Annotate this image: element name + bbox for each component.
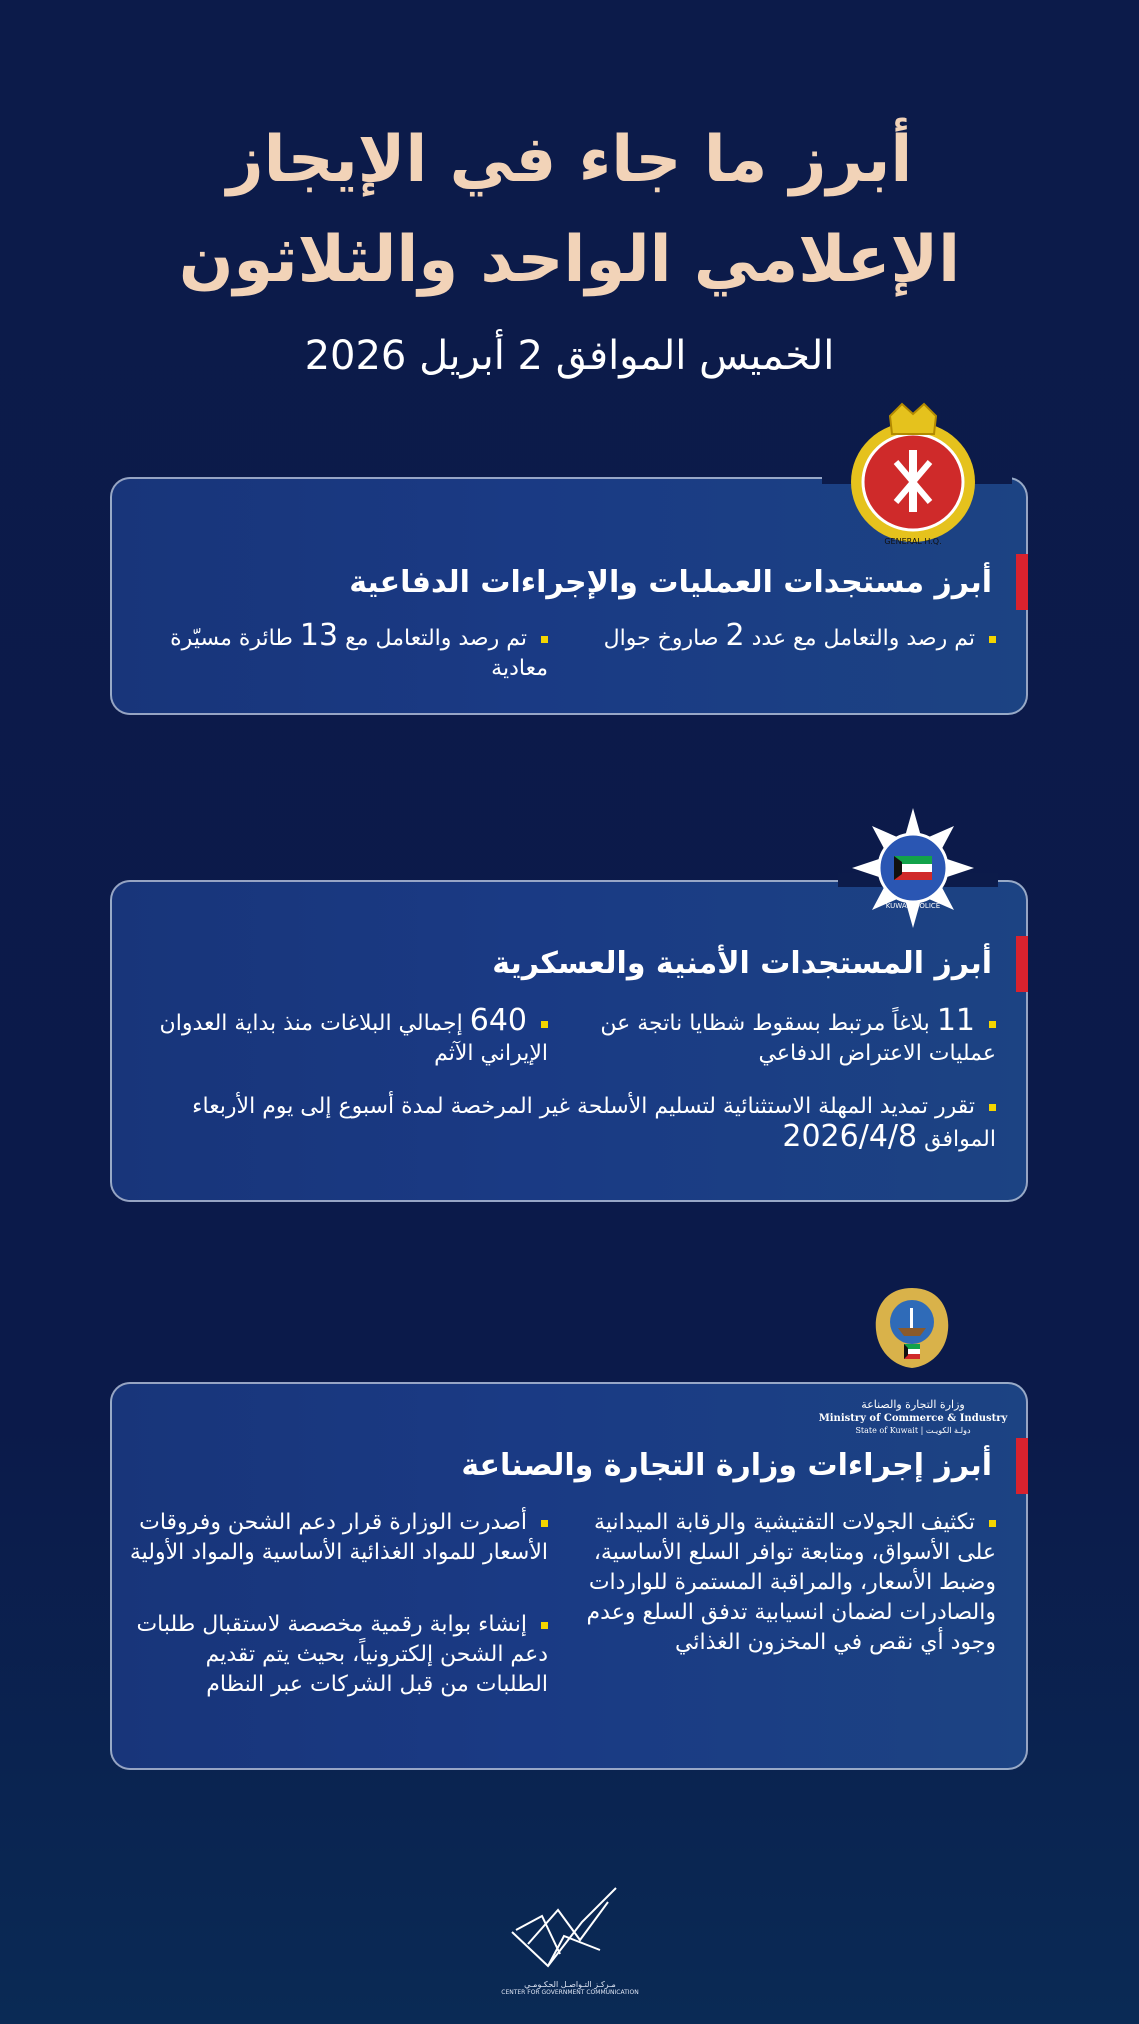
page-title-line-1: أبرز ما جاء في الإيجاز — [226, 123, 913, 197]
bullet-icon — [541, 1021, 548, 1028]
bullet-icon — [989, 1520, 996, 1527]
commerce-industry-card — [110, 1382, 1028, 1770]
kuwait-police-emblem-icon — [842, 800, 984, 936]
bullet-icon — [541, 1622, 548, 1629]
bullet-icon — [989, 1021, 996, 1028]
list-item: تقرر تمديد المهلة الاستثنائية لتسليم الأسلحة غير المرخصة لمدة أسبوع إلى يوم الأربعاء الموافق 2026/4/8 — [192, 1094, 996, 1154]
list-item: تم رصد والتعامل مع 13 طائرة مسيّرة معادية — [170, 618, 548, 681]
section-accent-bar — [1016, 1438, 1028, 1494]
list-item: 640 إجمالي البلاغات منذ بداية العدوان الإيراني الآثم — [159, 1003, 548, 1066]
bullet-icon — [989, 636, 996, 643]
page-title-line-2: الإعلامي الواحد والثلاثون — [178, 223, 961, 297]
card-title: أبرز مستجدات العمليات والإجراءات الدفاعية — [349, 565, 992, 600]
bullet-icon — [989, 1104, 996, 1111]
ministry-logo-text: وزارة التجارة والصناعة Ministry of Commerce & Industry State of Kuwait | دولـة الكويـت — [818, 1398, 1008, 1435]
section-accent-bar — [1016, 936, 1028, 992]
footer-logo-text: مـركـز التـواصـل الحكـومـي CENTER FOR GOVERNMENT COMMUNICATION — [501, 1980, 639, 1996]
svg-text:KUWAIT POLICE: KUWAIT POLICE — [885, 902, 941, 910]
list-item: تم رصد والتعامل مع عدد 2 صاروخ جوال — [576, 621, 996, 654]
list-item: 11 بلاغاً مرتبط بسقوط شظايا ناتجة عن عمليات الاعتراض الدفاعي — [600, 1003, 996, 1066]
date-subtitle: الخميس الموافق 2 أبريل 2026 — [304, 333, 835, 379]
bullet-icon — [541, 636, 548, 643]
general-hq-emblem-icon — [846, 402, 980, 550]
kuwait-state-emblem-icon — [870, 1282, 954, 1374]
government-communication-logo-icon — [508, 1880, 632, 1976]
card-title: أبرز المستجدات الأمنية والعسكرية — [492, 946, 992, 981]
list-item: إنشاء بوابة رقمية مخصصة لاستقبال طلبات دعم الشحن إلكترونياً، بحيث يتم تقديم الطلبات من قبل الشركات عبر النظام — [136, 1612, 548, 1697]
bullet-icon — [541, 1520, 548, 1527]
section-accent-bar — [1016, 554, 1028, 610]
card-title: أبرز إجراءات وزارة التجارة والصناعة — [461, 1448, 992, 1483]
list-item: تكثيف الجولات التفتيشية والرقابة الميدانية على الأسواق، ومتابعة توافر السلع الأساسية، وضبط الأسعار، والمراقبة المستمرة للواردات والصادرات لضمان انسيابية تدفق السلع وعدم وجود أي نقص في المخزون الغذائي — [586, 1510, 996, 1655]
list-item: أصدرت الوزارة قرار دعم الشحن وفروقات الأسعار للمواد الغذائية الأساسية والمواد الأولية — [129, 1510, 548, 1565]
svg-text:GENERAL H.Q.: GENERAL H.Q. — [884, 537, 942, 546]
